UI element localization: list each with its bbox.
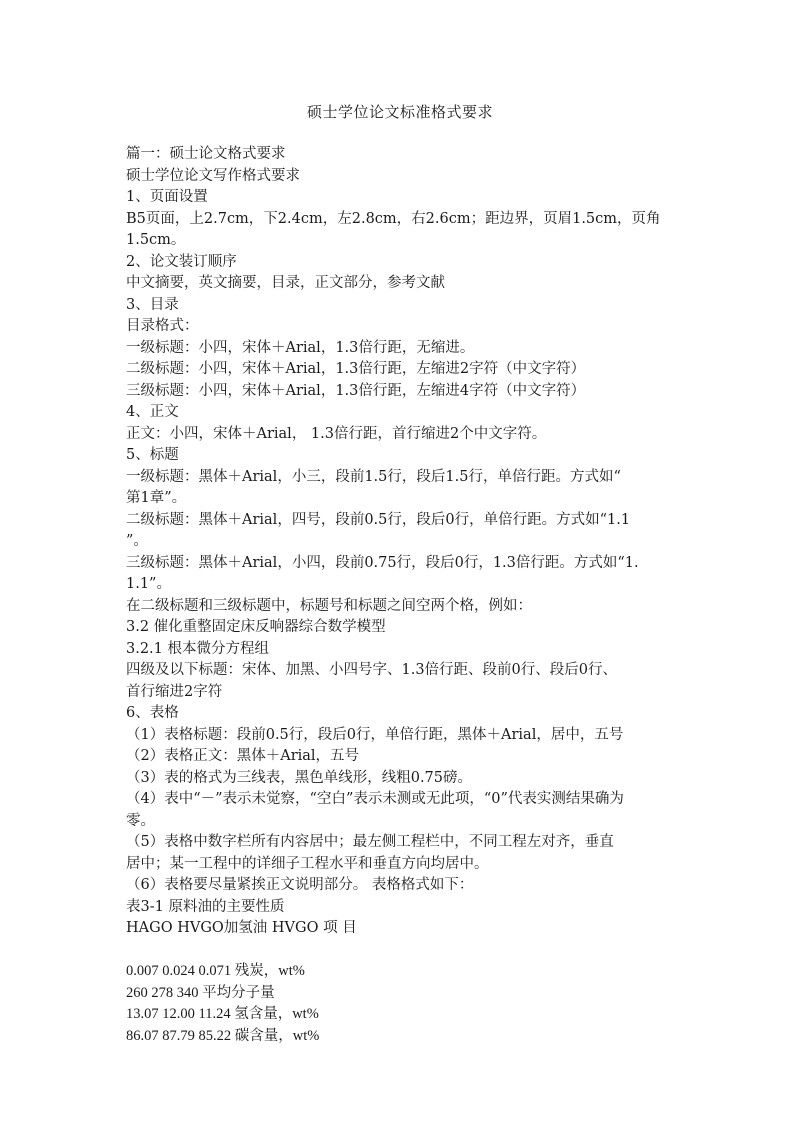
text-line: 二级标题：小四，宋体＋Arial，1.3倍行距，左缩进2字符（中文字符） <box>126 361 586 377</box>
text-line: 三级标题：黑体＋Arial，小四，段前0.75行，段后0行，1.3倍行距。方式如“1. <box>126 554 639 571</box>
blank-line <box>126 940 686 962</box>
text-line: 中文摘要，英文摘要，目录，正文部分，参考文献 <box>126 275 445 291</box>
table-header-line: HAGO HVGO加氢油 HVGO 项 目 <box>126 920 357 936</box>
document-title: 硕士学位论文标准格式要求 <box>306 103 493 121</box>
text-line: 首行缩进2字符 <box>126 683 223 700</box>
table-caption: 表3-1 原料油的主要性质 <box>126 898 285 915</box>
text-line: 1.1”。 <box>126 576 171 592</box>
text-line: 硕士学位论文写作格式要求 <box>126 167 300 184</box>
document-body <box>126 144 686 1047</box>
text-line: （5）表格中数字栏所有内容居中；最左侧工程栏中，不同工程左对齐，垂直 <box>126 834 614 850</box>
text-line: （4）表中“－”表示未觉察，“空白”表示未测或无此项，“0”代表实测结果确为 <box>126 791 624 807</box>
text-line: 1.5cm。 <box>126 232 186 248</box>
text-line: 二级标题：黑体＋Arial，四号，段前0.5行，段后0行，单倍行距。方式如“1.1 <box>126 511 631 528</box>
text-line: （6）表格要尽量紧挨正文说明部分。 表格格式如下： <box>126 877 474 893</box>
text-line: 目录格式： <box>126 318 199 334</box>
text-line: 一级标题：小四，宋体＋Arial，1.3倍行距，无缩进。 <box>126 339 475 356</box>
text-line: 篇一：硕士论文格式要求 <box>126 146 286 162</box>
text-line: 在二级标题和三级标题中，标题号和标题之间空两个格，例如： <box>126 597 532 614</box>
section-heading: 4、正文 <box>126 404 179 420</box>
section-heading: 5、标题 <box>126 447 179 463</box>
section-heading: 2、论文装订顺序 <box>126 253 237 270</box>
text-line: 三级标题：小四，宋体＋Arial，1.3倍行距，左缩进4字符（中文字符） <box>126 382 586 399</box>
text-line: （3）表的格式为三线表，黑色单线形，线粗0.75磅。 <box>126 769 473 786</box>
text-line: B5页面，上2.7cm，下2.4cm，左2.8cm，右2.6cm；距边界，页眉1.5cm，页角 <box>126 210 661 227</box>
text-line: （1）表格标题：段前0.5行，段后0行，单倍行距，黑体＋Arial，居中，五号 <box>126 726 624 743</box>
text-line: ”。 <box>126 533 148 549</box>
text-line: 居中；某一工程中的详细子工程水平和垂直方向均居中。 <box>126 855 489 872</box>
section-heading: 6、表格 <box>126 705 179 721</box>
table-row: 13.07 12.00 11.24 氢含量，wt% <box>126 1006 319 1022</box>
text-line: 一级标题：黑体＋Arial，小三，段前1.5行，段后1.5行，单倍行距。方式如“ <box>126 468 621 485</box>
example-heading: 3.2 催化重整固定床反响器综合数学模型 <box>126 619 386 635</box>
text-line: 正文：小四，宋体＋Arial， 1.3倍行距，首行缩进2个中文字符。 <box>126 425 547 442</box>
table-row: 260 278 340 平均分子量 <box>126 984 275 1001</box>
table-row: 0.007 0.024 0.071 残炭，wt% <box>126 963 305 979</box>
section-heading: 1、页面设置 <box>126 189 208 205</box>
text-line: 零。 <box>126 812 155 829</box>
text-line: （2）表格正文：黑体＋Arial，五号 <box>126 748 360 764</box>
example-heading: 3.2.1 根本微分方程组 <box>126 640 270 657</box>
table-row: 86.07 87.79 85.22 碳含量，wt% <box>126 1027 320 1044</box>
table-rows <box>126 961 686 1047</box>
text-line: 四级及以下标题：宋体、加黑、小四号字、1.3倍行距、段前0行、段后0行、 <box>126 662 618 678</box>
text-line: 第1章”。 <box>126 490 187 506</box>
section-heading: 3、目录 <box>126 296 179 313</box>
